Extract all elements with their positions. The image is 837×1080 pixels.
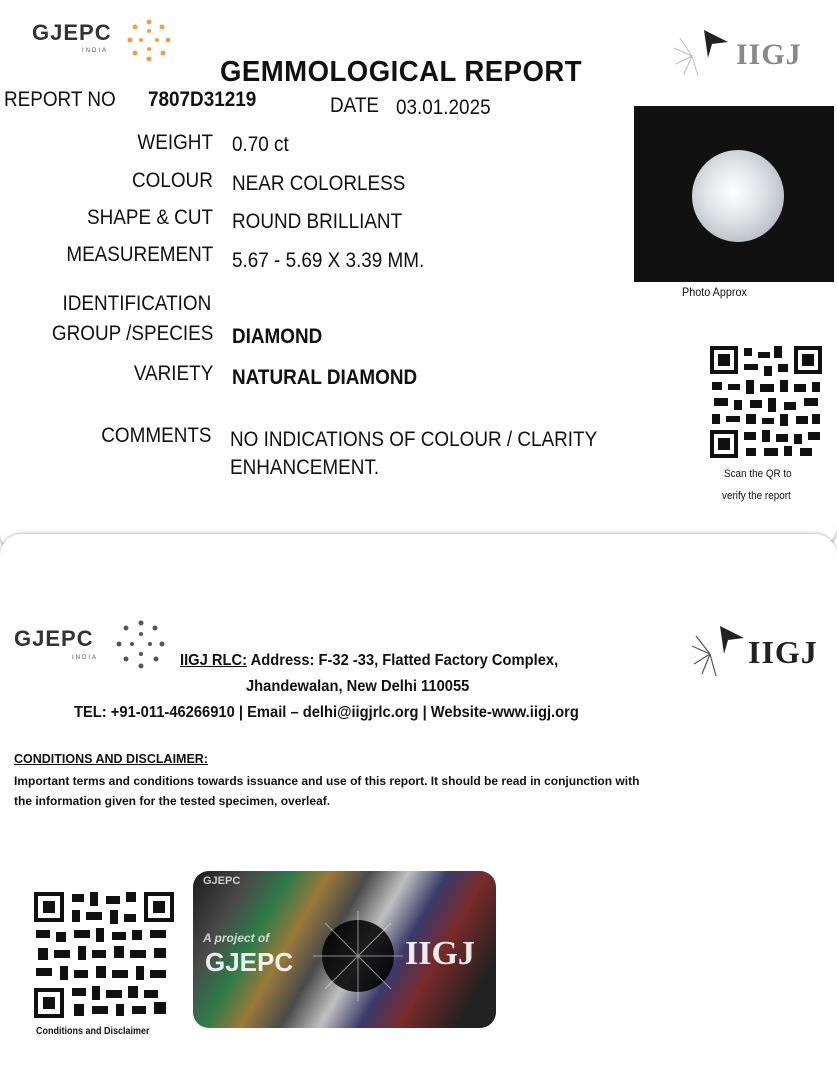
- shape-cut-label: SHAPE & CUT: [86, 206, 213, 229]
- diamond-photo: [634, 106, 834, 282]
- hologram-seal-icon: [313, 911, 403, 1001]
- iigj-logo: IIGJ: [736, 38, 802, 71]
- variety-label: VARIETY: [133, 362, 213, 385]
- hologram-gjepc-logo: GJEPC: [205, 947, 294, 977]
- address-line-2: Jhandewalan, New Delhi 110055: [246, 678, 470, 695]
- report-back-card: [0, 534, 837, 1080]
- diamond-image: [692, 150, 784, 242]
- address-line-1: [180, 652, 558, 670]
- gjepc-emblem-icon: [124, 16, 174, 66]
- back-iigj-logo: IIGJ: [748, 634, 818, 670]
- hologram-tagline: A project of: [203, 931, 270, 945]
- security-hologram: [193, 871, 496, 1028]
- conditions-heading: CONDITIONS AND DISCLAIMER:: [14, 752, 208, 766]
- qr-caption-line-2: verify the report: [722, 490, 791, 502]
- colour-label: COLOUR: [132, 169, 213, 192]
- photo-caption: Photo Approx: [682, 285, 747, 299]
- contact-line: TEL: +91-011-46266910 | Email – delhi@iigjrlc.org | Website-www.iigj.org: [74, 704, 579, 721]
- comments-line-2: ENHANCEMENT.: [230, 456, 380, 479]
- verify-qr-code[interactable]: [708, 344, 824, 460]
- gjepc-india-label: INDIA: [82, 48, 109, 54]
- conditions-line-1: Important terms and conditions towards issuance and use of this report. It should be read in conjunction with: [14, 774, 640, 788]
- group-species-label: GROUP /SPECIES: [51, 322, 213, 345]
- hologram-brand-text: GJEPC: [203, 875, 241, 887]
- back-gjepc-india-label: INDIA: [72, 655, 99, 661]
- gjepc-logo: GJEPC: [32, 20, 112, 45]
- iigj-emblem-icon: [672, 28, 732, 78]
- measurement-value: 5.67 - 5.69 X 3.39 MM.: [232, 249, 425, 272]
- report-no-label: REPORT NO: [4, 88, 116, 111]
- qr-caption-line-1: Scan the QR to: [724, 468, 792, 480]
- hologram-iigj-logo: IIGJ: [405, 935, 475, 972]
- address-prefix: IIGJ RLC:: [180, 652, 248, 669]
- comments-label: COMMENTS: [100, 424, 211, 447]
- shape-cut-value: ROUND BRILLIANT: [232, 210, 403, 233]
- conditions-line-2: the information given for the tested specimen, overleaf.: [14, 794, 331, 808]
- conditions-qr-caption: Conditions and Disclaimer: [36, 1026, 150, 1037]
- back-gjepc-logo: GJEPC: [14, 626, 94, 651]
- back-iigj-emblem-icon: [690, 624, 746, 680]
- back-gjepc-emblem-icon: [114, 618, 168, 672]
- address-text: Address: F-32 -33, Flatted Factory Complex,: [247, 652, 559, 669]
- measurement-label: MEASUREMENT: [65, 243, 213, 266]
- date-value: 03.01.2025: [396, 96, 491, 119]
- colour-value: NEAR COLORLESS: [232, 172, 406, 195]
- report-no-value: 7807D31219: [148, 88, 257, 111]
- identification-label: IDENTIFICATION: [62, 292, 211, 315]
- comments-line-1: NO INDICATIONS OF COLOUR / CLARITY: [230, 428, 598, 451]
- conditions-qr-code[interactable]: [32, 890, 178, 1022]
- weight-label: WEIGHT: [137, 131, 213, 154]
- date-label: DATE: [330, 94, 380, 117]
- variety-value: NATURAL DIAMOND: [232, 366, 418, 389]
- group-species-value: DIAMOND: [232, 325, 323, 348]
- weight-value: 0.70 ct: [232, 133, 289, 156]
- report-title: GEMMOLOGICAL REPORT: [220, 56, 583, 88]
